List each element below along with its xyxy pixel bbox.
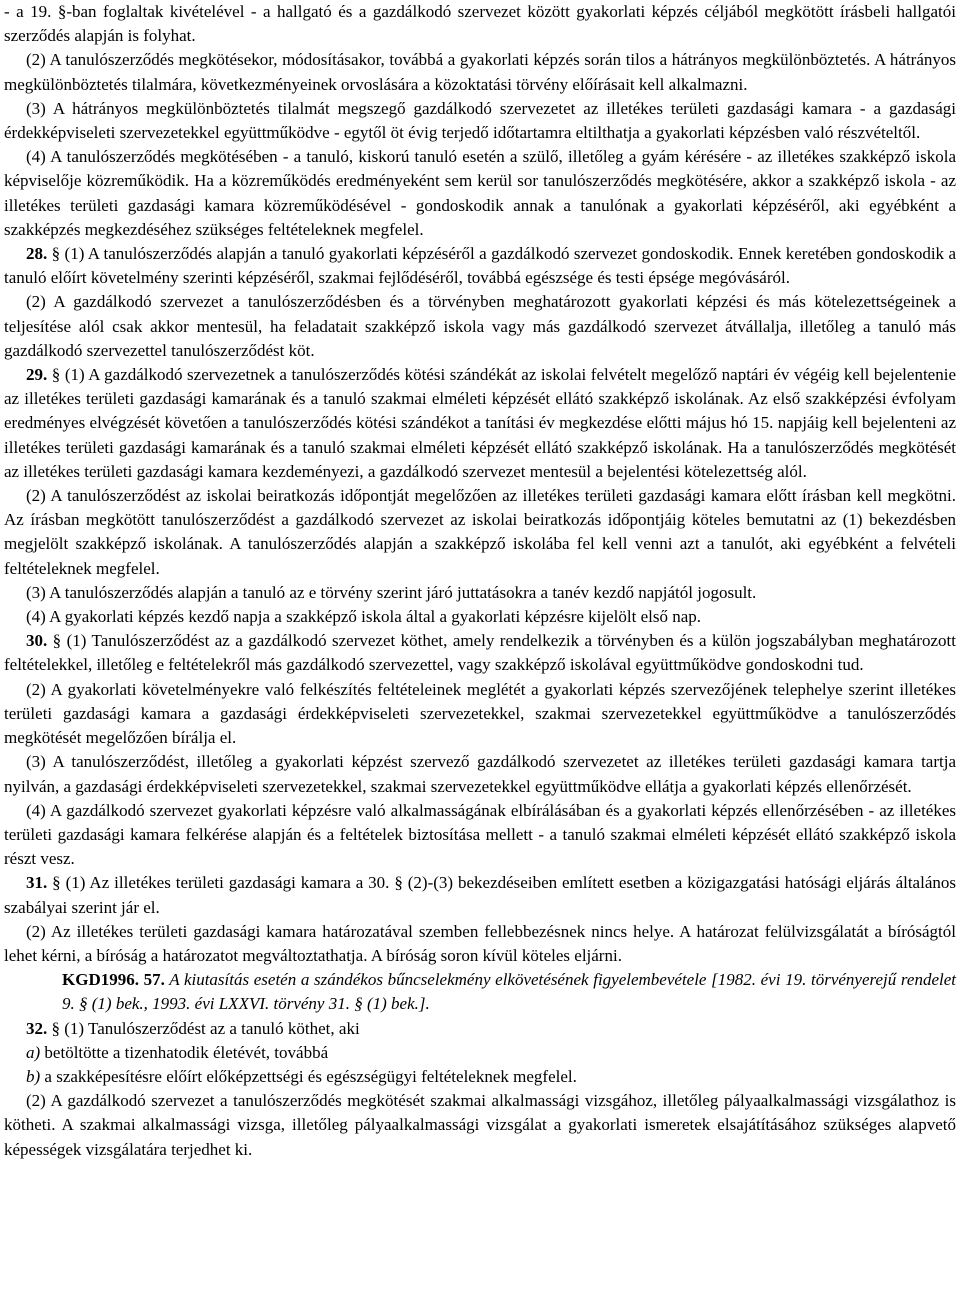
section-32 (4, 1017, 956, 1041)
section-28 (4, 242, 956, 290)
case-number: KGD1996. 57. (62, 970, 165, 990)
section-text: § (1) Az illetékes területi gazdasági kamara a 30. § (2)-(3) bekezdéseiben említett esetben a közigazgatási hatósági eljárás általános szabályai szerint jár el. (4, 873, 956, 917)
paragraph: (3) A tanulószerződést, illetőleg a gyakorlati képzést szervező gazdálkodó szervezetet az illetékes területi gazdasági kamara tartja nyilván, a gazdasági érdekképviseleti szervezetekkel, szakmai szervezetekkel együttműködve ellátja a gyakorlati képzés ellenőrzését. (4, 752, 956, 796)
list-label: b) (26, 1066, 41, 1086)
section-text: § (1) A tanulószerződés alapján a tanuló gyakorlati képzéséről a gazdálkodó szervezet gondoskodik. Ennek keretében gondoskodik a tanuló előírt követelmény szerinti képzéséről, szakmai fejlődéséről, továbbá egészsége és testi épsége megóvásáról. (4, 244, 956, 288)
paragraph: (2) A gazdálkodó szervezet a tanulószerződés megkötését szakmai alkalmassági vizsgához, illetőleg pályaalkalmassági vizsgálathoz is kötheti. A szakmai alkalmassági vizsga, illetőleg pályaalkalmassági vizsgálat a gyakorlati ismeretek elsajátításához szükséges alapvető képességek vizsgálatára terjedhet ki. (4, 1091, 956, 1159)
list-text: betöltötte a tizenhatodik életévét, továbbá (40, 1042, 329, 1062)
list-item (4, 1041, 956, 1065)
section-text: § (1) Tanulószerződést az a gazdálkodó szervezet köthet, amely rendelkezik a törvényben és a külön jogszabályban meghatározott feltételekkel, illetőleg e feltételekről más gazdálkodó szervezettel, vagy szakképző iskolával együttműködve gondoskodni tud. (4, 631, 956, 675)
section-number: 31. (26, 873, 48, 893)
list-text: a szakképesítésre előírt előképzettségi és egészségügyi feltételeknek megfelel. (40, 1066, 577, 1086)
section-number: 29. (26, 365, 48, 385)
section-31 (4, 871, 956, 919)
paragraph: (4) A gazdálkodó szervezet gyakorlati képzésre való alkalmasságának elbírálásában és a gyakorlati képzés ellenőrzésében - az illetékes területi gazdasági kamara felkérése alapján és a feltételek biztosítása mellett - a tanuló szakmai elméleti képzését ellátó szakképző iskola részt vesz. (4, 800, 956, 869)
section-text: § (1) A gazdálkodó szervezetnek a tanulószerződés kötési szándékát az iskolai felvételt megelőző naptári év végéig kell bejelentenie az illetékes területi gazdasági kamarának és a tanuló szakmai elméleti képzését ellátó szakképző iskolának. Az első szakképzési évfolyam eredményes elvégzését követően a tanulószerződés kötési szándékot a tanítási év megkezdése előtti május hó 15. napjáig kell bejelenteni az illetékes területi gazdasági kamarának és a tanuló szakmai elméleti képzését ellátó szakképző iskolának. Ha a tanulószerződés megkötését az illetékes területi gazdasági kamara kezdeményezi, a gazdálkodó szervezet mentesül a bejelentési kötelezettség alól. (4, 365, 956, 481)
section-30 (4, 629, 956, 677)
paragraph: (2) A tanulószerződés megkötésekor, módosításakor, továbbá a gyakorlati képzés során tilos a hátrányos megkülönböztetés. A hátrányos megkülönböztetés tilalmára, következményeinek orvoslására a közoktatási törvény előírásait kell alkalmazni. (4, 50, 956, 94)
paragraph: (2) A gazdálkodó szervezet a tanulószerződésben és a törvényben meghatározott gyakorlati képzési és más kötelezettségeinek a teljesítése alól csak akkor mentesül, ha feladatait szakképző iskola vagy más gazdálkodó szervezet átvállalja, illetőleg a tanuló más gazdálkodó szervezettel tanulószerződést köt. (4, 292, 956, 360)
section-text: § (1) Tanulószerződést az a tanuló köthet, aki (47, 1018, 360, 1038)
paragraph: (3) A tanulószerződés alapján a tanuló az e törvény szerint járó juttatásokra a tanév kezdő napjától jogosult. (26, 582, 757, 602)
list-item (4, 1065, 956, 1089)
section-number: 28. (26, 244, 48, 264)
paragraph: (2) Az illetékes területi gazdasági kamara határozatával szemben fellebbezésnek nincs helye. A határozat felülvizsgálatát a bíróságtól lehet kérni, a bíróság a határozatot megváltoztathatja. A bíróság soron kívül köteles eljárni. (4, 921, 956, 965)
paragraph: (2) A tanulószerződést az iskolai beiratkozás időpontját megelőzően az illetékes területi gazdasági kamara előtt írásban kell megkötni. Az írásban megkötött tanulószerződést a gazdálkodó szervezet az iskolai beiratkozás időpontjáig köteles bemutatni az (1) bekezdésben megjelölt szakképző iskolának. A tanulószerződés alapján a szakképző iskolába fel kell venni azt a tanulót, aki egyébként a felvételi feltételeknek megfelel. (4, 486, 956, 578)
list-label: a) (26, 1042, 41, 1062)
section-number: 32. (26, 1018, 48, 1038)
paragraph: (4) A gyakorlati képzés kezdő napja a szakképző iskola által a gyakorlati képzésre kijelölt első nap. (26, 607, 702, 627)
paragraph-continuation: - a 19. §-ban foglaltak kivételével - a hallgató és a gazdálkodó szervezet között gyakorlati képzés céljából megkötött írásbeli hallgatói szerződés alapján is folyhat. (4, 2, 956, 46)
paragraph: (4) A tanulószerződés megkötésében - a tanuló, kiskorú tanuló esetén a szülő, illetőleg a gyám kérésére - az illetékes szakképző iskola képviselője közreműködik. Ha a közreműködés eredményeként sem kerül sor tanulószerződés megkötésére, akkor a szakképző iskola - az illetékes területi gazdasági kamara közreműködésével - gondoskodik annak a tanulónak a gyakorlati képzéséről, aki egyébként a szakképzés megkezdéséhez szükséges feltételeknek megfelel. (4, 147, 956, 239)
paragraph: (2) A gyakorlati követelményekre való felkészítés feltételeinek meglétét a gyakorlati képzés szervezőjének telephelye szerint illetékes területi gazdasági kamara a gazdasági érdekképviseleti szervezetekkel, szakmai szervezetekkel együttműködve a tanulószerződés megkötését megelőzően bírálja el. (4, 679, 956, 748)
case-title: A kiutasítás esetén a szándékos bűncselekmény elkövetésének figyelembevétele [1982. évi 19. törvényerejű rendelet 9. § (1) bek., 1993. évi LXXVI. törvény 31. § (1) bek.]. (62, 970, 956, 1014)
paragraph: (3) A hátrányos megkülönböztetés tilalmát megszegő gazdálkodó szervezetet az illetékes területi gazdasági kamara - a gazdasági érdekképviseleti szervezetekkel együttműködve - egytől öt évig terjedő időtartamra eltilthatja a gyakorlati képzésben való részvételtől. (4, 98, 956, 143)
case-reference (4, 968, 956, 1016)
section-number: 30. (26, 631, 48, 651)
section-29 (4, 363, 956, 484)
